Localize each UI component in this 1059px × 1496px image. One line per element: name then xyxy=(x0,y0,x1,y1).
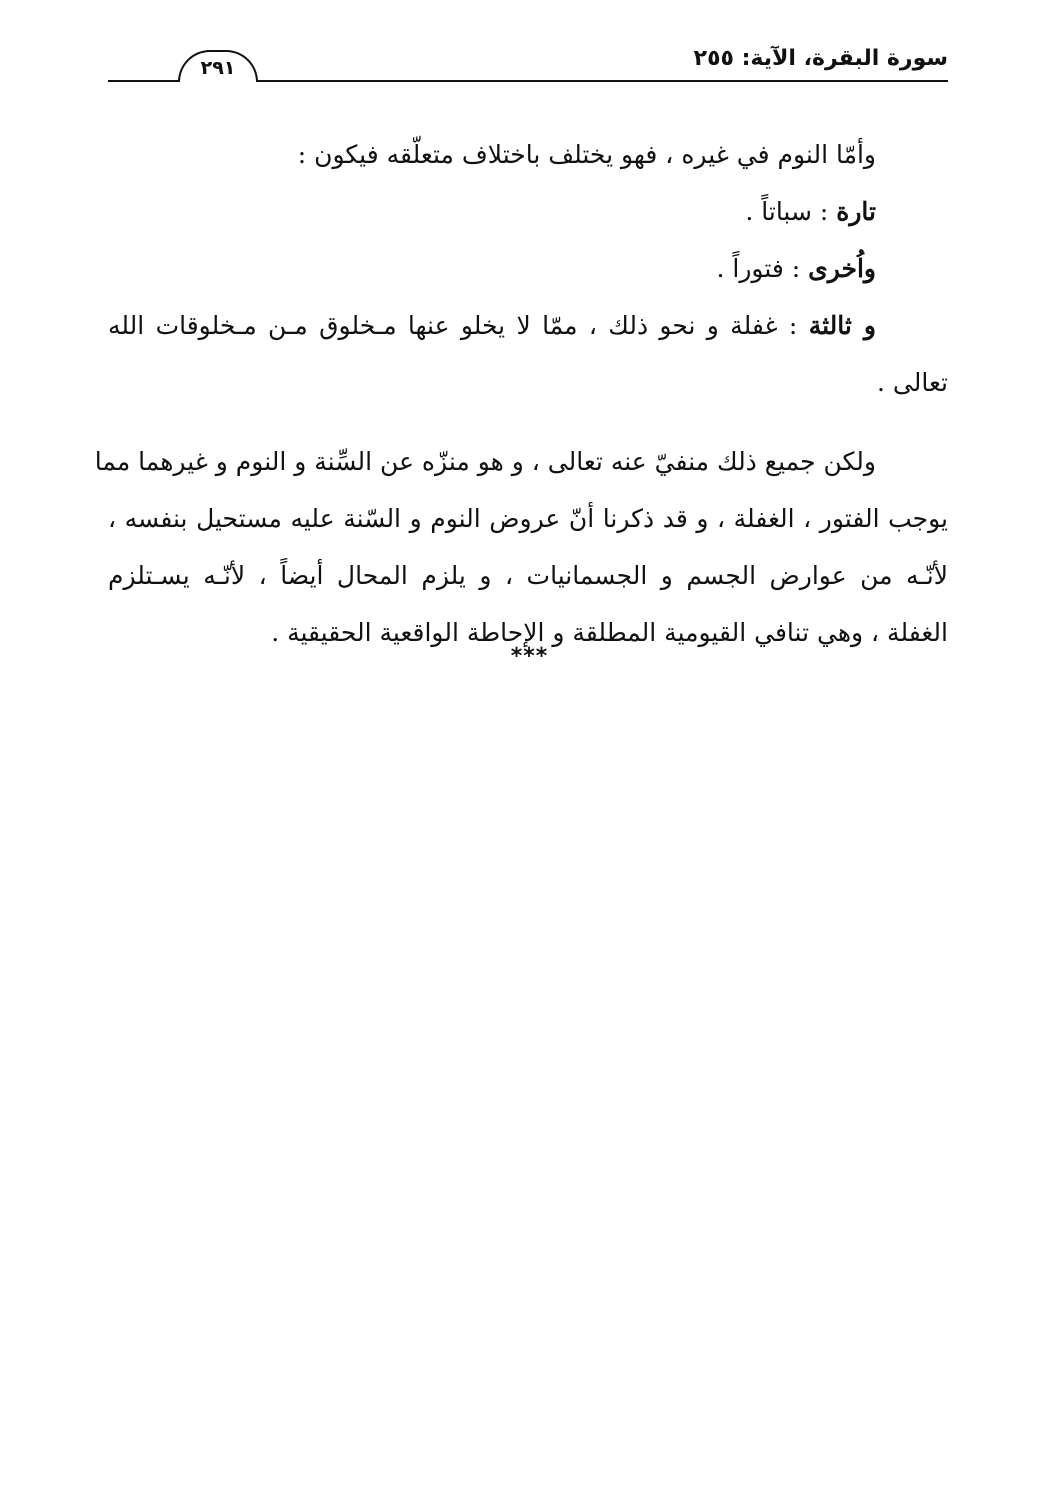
item-label-first: تارة xyxy=(836,197,876,226)
item-label-third: و ثالثة xyxy=(808,311,876,340)
running-head-title: سورة البقرة، الآية: ٢٥٥ xyxy=(693,46,948,71)
paragraph-line xyxy=(108,547,948,604)
item-text-third: : غفلة و نحو ذلك ، ممّا لا يخلو عنها مـخلوق مـن مـخلوقات الله xyxy=(108,311,809,340)
page-body xyxy=(94,126,948,661)
section-end-ornament: *** xyxy=(510,644,549,669)
paragraph-text: لأنّـه من عوارض الجسم و الجسمانيات ، و يلزم المحال أيضاً ، لأنّـه يسـتلزم xyxy=(108,561,948,590)
item-text-second: : فتوراً . xyxy=(716,254,809,283)
paragraph-gap xyxy=(108,411,948,433)
list-item-first xyxy=(108,183,948,240)
list-item-third xyxy=(108,297,948,354)
paragraph-text: ولكن جميع ذلك منفيّ عنه تعالى ، و هو منزّه عن السِّنة و النوم و غيرهما مما xyxy=(94,447,876,476)
intro-text: وأمّا النوم في غيره ، فهو يختلف باختلاف متعلّقه فيكون : xyxy=(297,140,876,169)
paragraph-line xyxy=(94,433,948,490)
page-number-badge: ٢٩١ xyxy=(178,50,258,82)
list-item-third-continuation xyxy=(108,354,948,411)
paragraph-intro-line xyxy=(108,126,948,183)
item-label-second: واُخرى xyxy=(808,254,876,283)
list-item-second xyxy=(108,240,948,297)
item-text-first: : سباتاً . xyxy=(745,197,837,226)
item-text-third-cont: تعالى . xyxy=(877,368,948,397)
page-header xyxy=(108,40,948,84)
paragraph-text: الغفلة ، وهي تنافي القيومية المطلقة و الإحاطة الواقعية الحقيقية . xyxy=(271,618,948,647)
paragraph-line xyxy=(108,490,948,547)
paragraph-text: يوجب الفتور ، الغفلة ، و قد ذكرنا أنّ عروض النوم و السّنة عليه مستحيل بنفسه ، xyxy=(108,504,948,533)
